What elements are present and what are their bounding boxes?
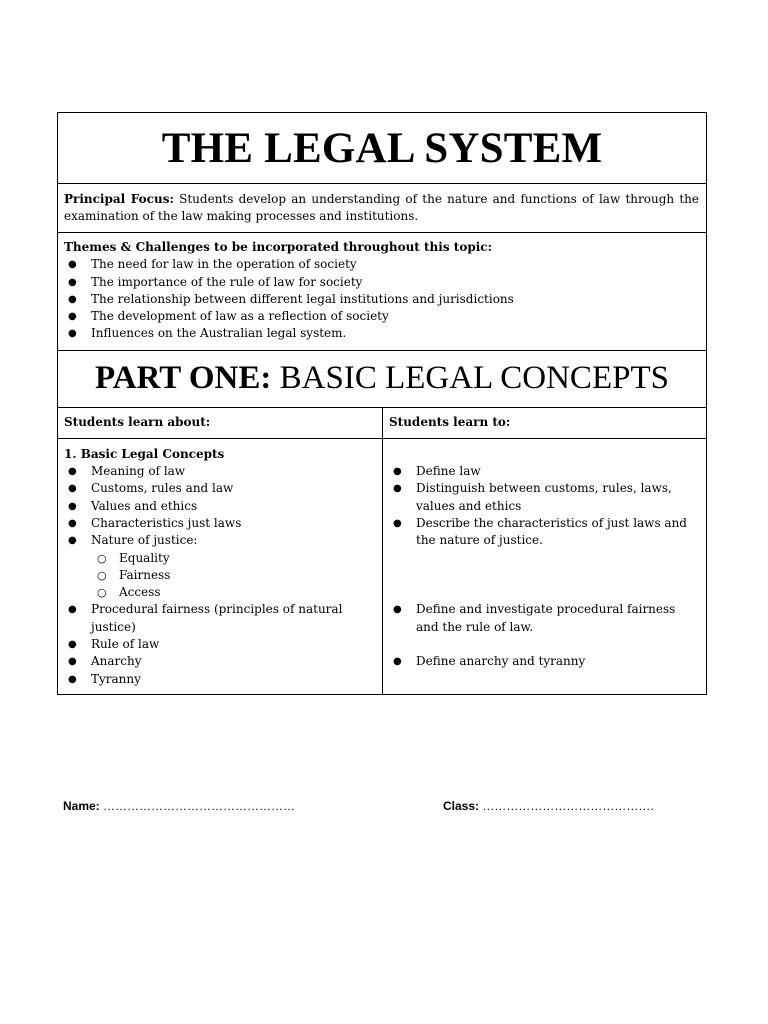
list-item: ● Customs, rules and law bbox=[64, 480, 376, 497]
list-item: ● The relationship between different legal institutions and jurisdictions bbox=[64, 291, 699, 308]
list-item: ○ Equality bbox=[64, 550, 376, 567]
list-item: ● Define anarchy and tyranny bbox=[389, 653, 700, 670]
learn-about-column bbox=[58, 439, 383, 694]
title-row bbox=[58, 113, 706, 183]
learn-to-list-b bbox=[389, 601, 700, 636]
list-item: ● The development of law as a reflection of society bbox=[64, 308, 699, 325]
part-heading bbox=[58, 350, 706, 407]
list-item: ○ Fairness bbox=[64, 567, 376, 584]
learn-to-column bbox=[383, 439, 706, 694]
list-item: ● Nature of justice: bbox=[64, 532, 376, 549]
list-item: ● Define and investigate procedural fairness and the rule of law. bbox=[389, 601, 700, 636]
principal-focus-text: Students develop an understanding of the nature and functions of law through the examination of the law making processes and institutions. bbox=[64, 192, 699, 223]
learn-about-header: Students learn about: bbox=[58, 408, 383, 438]
class-field[interactable] bbox=[443, 799, 654, 813]
content-row bbox=[58, 438, 706, 694]
list-item: ● Meaning of law bbox=[64, 463, 376, 480]
list-item: ● Procedural fairness (principles of natural justice) bbox=[64, 601, 376, 636]
part-number: PART ONE: bbox=[95, 360, 272, 397]
name-label: Name: bbox=[63, 799, 100, 813]
name-line[interactable]: ………………………………………… bbox=[99, 799, 296, 813]
learn-to-list-c bbox=[389, 653, 700, 670]
principal-focus-label: Principal Focus: bbox=[64, 192, 174, 206]
section-heading: 1. Basic Legal Concepts bbox=[64, 446, 225, 461]
learn-to-list-a bbox=[389, 463, 700, 549]
learn-about-list bbox=[64, 463, 376, 549]
class-label: Class: bbox=[443, 799, 480, 813]
justice-sub-list bbox=[64, 550, 376, 602]
list-item: ● Rule of law bbox=[64, 636, 376, 653]
list-item: ○ Access bbox=[64, 584, 376, 601]
part-title: BASIC LEGAL CONCEPTS bbox=[271, 360, 669, 397]
list-item: ● The need for law in the operation of society bbox=[64, 256, 699, 273]
page-title: THE LEGAL SYSTEM bbox=[161, 124, 603, 172]
list-item: ● Distinguish between customs, rules, laws, values and ethics bbox=[389, 480, 700, 515]
principal-focus bbox=[58, 183, 706, 232]
learn-to-header: Students learn to: bbox=[389, 414, 511, 429]
list-item: ● Describe the characteristics of just laws and the nature of justice. bbox=[389, 515, 700, 550]
list-item: ● Define law bbox=[389, 463, 700, 480]
list-item: ● Characteristics just laws bbox=[64, 515, 376, 532]
themes-section bbox=[58, 232, 706, 350]
name-field[interactable] bbox=[63, 799, 295, 813]
themes-list bbox=[64, 256, 699, 342]
list-item: ● Values and ethics bbox=[64, 498, 376, 515]
list-item: ● The importance of the rule of law for society bbox=[64, 274, 699, 291]
list-item: ● Tyranny bbox=[64, 671, 376, 688]
syllabus-table bbox=[57, 112, 707, 695]
themes-heading: Themes & Challenges to be incorporated throughout this topic: bbox=[64, 240, 493, 254]
learn-about-list-continued bbox=[64, 601, 376, 687]
column-headers bbox=[58, 407, 706, 438]
list-item: ● Influences on the Australian legal system. bbox=[64, 325, 699, 342]
list-item: ● Anarchy bbox=[64, 653, 376, 670]
class-line[interactable]: ……………………………………. bbox=[479, 799, 654, 813]
